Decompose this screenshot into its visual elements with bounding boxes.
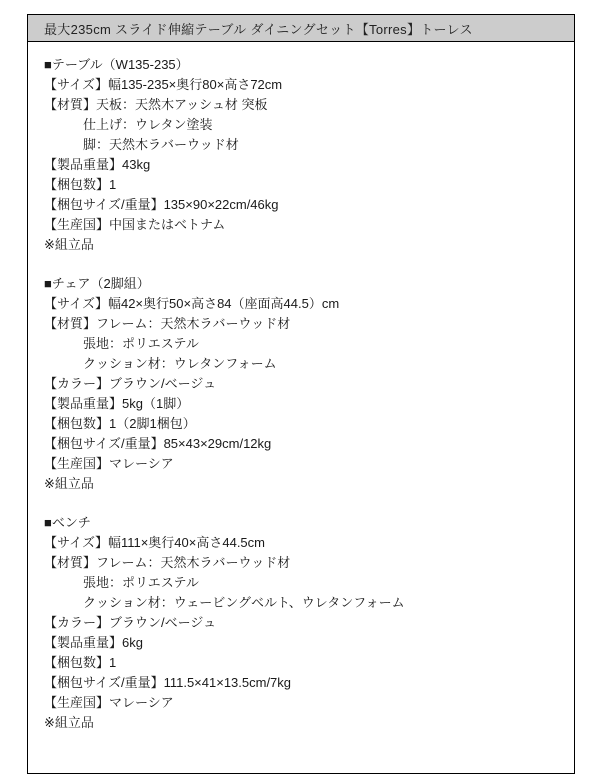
chair-section-heading: ■チェア（2脚組） [44, 276, 150, 291]
section-chair [44, 274, 560, 494]
chair-size-line: 【サイズ】幅42×奥行50×高さ84（座面高44.5）cm [44, 296, 340, 311]
bench-package-count-line: 【梱包数】1 [44, 655, 117, 670]
table-section-heading: ■テーブル（W135-235） [44, 57, 189, 72]
chair-assembly-note: ※組立品 [44, 476, 94, 491]
page-title: 最大235cm スライド伸縮テーブル ダイニングセット【Torres】トーレス [44, 21, 473, 37]
bench-section-heading: ■ベンチ [44, 515, 91, 530]
chair-package-size-line: 【梱包サイズ/重量】85×43×29cm/12kg [44, 436, 272, 451]
spec-content [28, 42, 574, 753]
title-bar [28, 15, 574, 42]
table-package-count-line: 【梱包数】1 [44, 177, 117, 192]
table-weight-line: 【製品重量】43kg [44, 157, 151, 172]
bench-country-line: 【生産国】マレーシア [44, 695, 174, 710]
chair-package-count-line: 【梱包数】1（2脚1梱包） [44, 416, 196, 431]
table-finish-line: 仕上げ：ウレタン塗装 [44, 117, 213, 132]
bench-weight-line: 【製品重量】6kg [44, 635, 143, 650]
table-legs-line: 脚：天然木ラバーウッド材 [44, 137, 239, 152]
bench-cushion-line: クッション材：ウェービングベルト、ウレタンフォーム [44, 595, 405, 610]
chair-material-line: 【材質】フレーム：天然木ラバーウッド材 [44, 316, 291, 331]
bench-size-line: 【サイズ】幅111×奥行40×高さ44.5cm [44, 535, 265, 550]
table-country-line: 【生産国】中国またはベトナム [44, 217, 226, 232]
chair-country-line: 【生産国】マレーシア [44, 456, 174, 471]
chair-upholstery-line: 張地：ポリエステル [44, 336, 199, 351]
chair-weight-line: 【製品重量】5kg（1脚） [44, 396, 190, 411]
section-bench [44, 513, 560, 733]
spec-panel [27, 14, 575, 774]
bench-assembly-note: ※組立品 [44, 715, 94, 730]
chair-cushion-line: クッション材：ウレタンフォーム [44, 356, 277, 371]
bench-color-line: 【カラー】ブラウン/ベージュ [44, 615, 217, 630]
bench-material-line: 【材質】フレーム：天然木ラバーウッド材 [44, 555, 291, 570]
bench-upholstery-line: 張地：ポリエステル [44, 575, 199, 590]
chair-color-line: 【カラー】ブラウン/ベージュ [44, 376, 217, 391]
table-assembly-note: ※組立品 [44, 237, 94, 252]
section-table [44, 55, 560, 255]
bench-package-size-line: 【梱包サイズ/重量】111.5×41×13.5cm/7kg [44, 675, 292, 690]
table-size-line: 【サイズ】幅135-235×奥行80×高さ72cm [44, 77, 283, 92]
table-material-line: 【材質】天板：天然木アッシュ材 突板 [44, 97, 268, 112]
table-package-size-line: 【梱包サイズ/重量】135×90×22cm/46kg [44, 197, 279, 212]
